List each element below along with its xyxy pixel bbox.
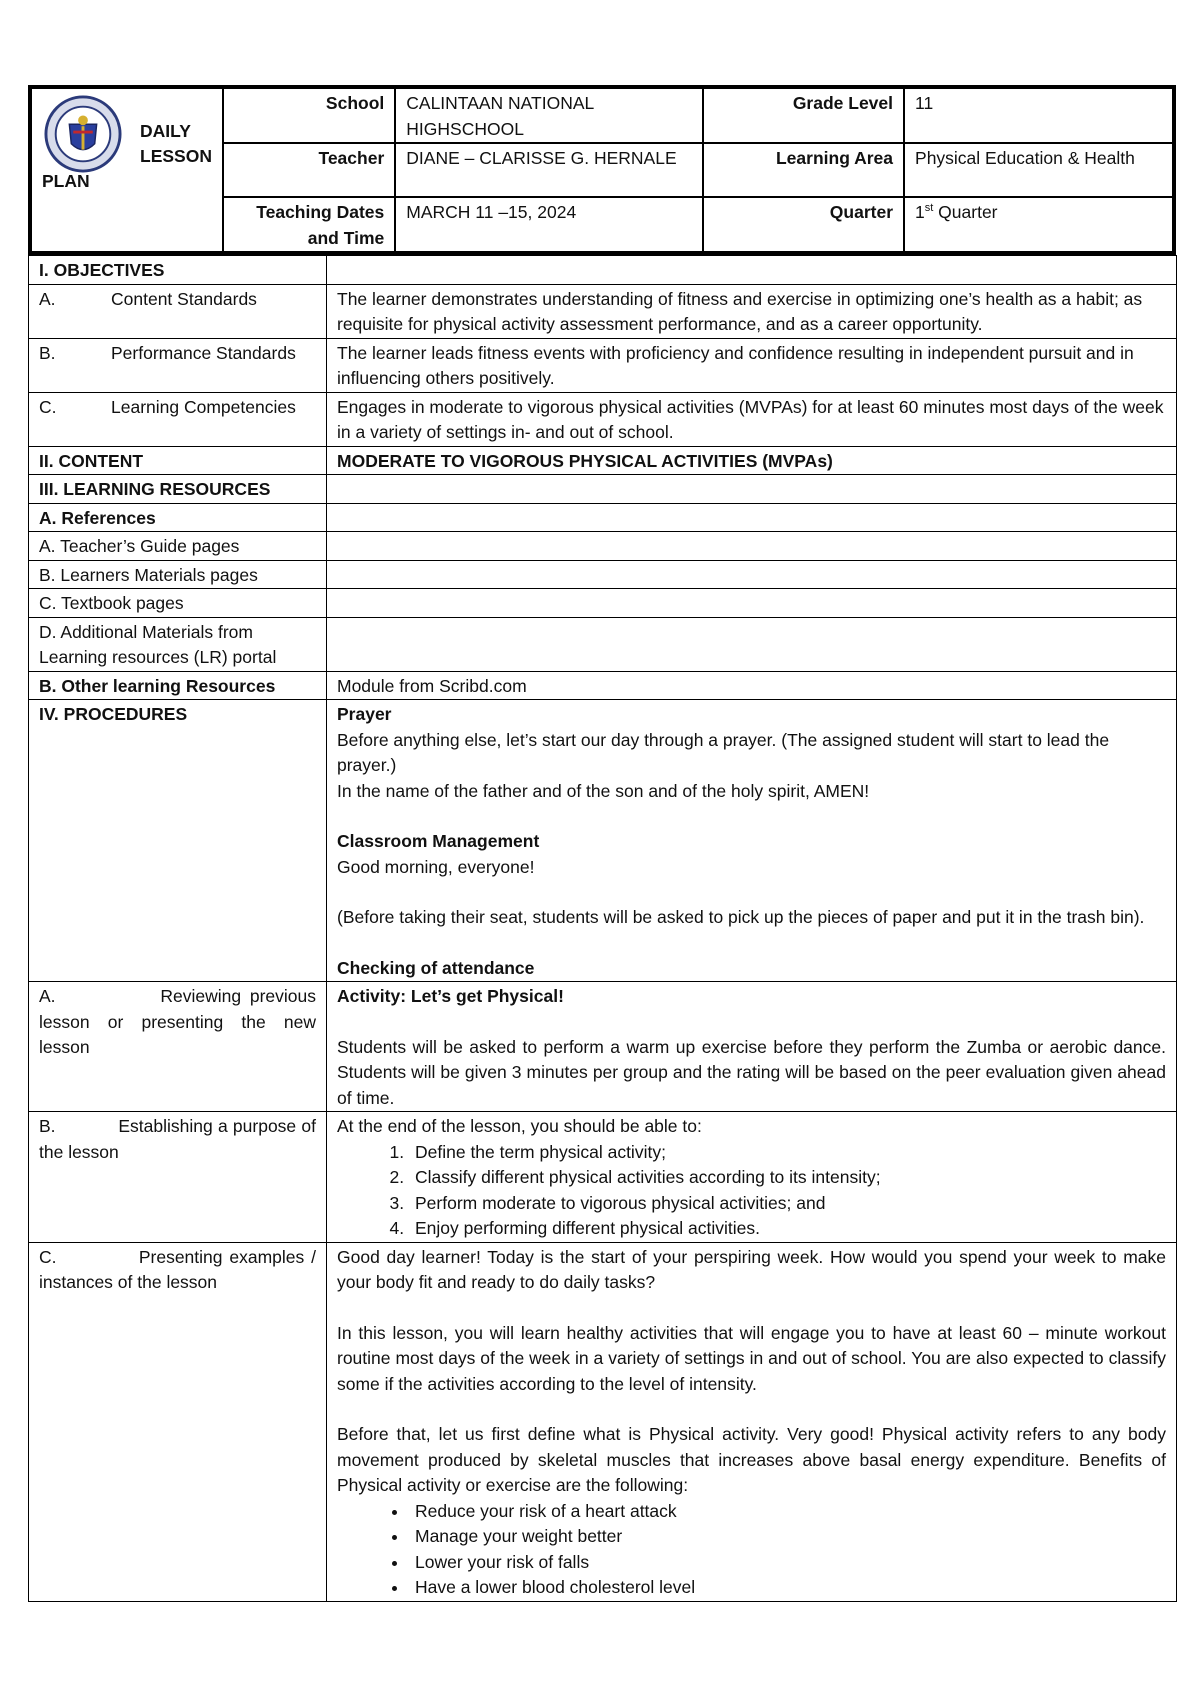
dlp-title-line1: DAILY bbox=[140, 121, 191, 141]
deped-seal-icon bbox=[44, 95, 122, 173]
spacer bbox=[337, 931, 1166, 956]
school-value: CALINTAAN NATIONAL HIGHSCHOOL bbox=[395, 87, 703, 143]
list-item: • Manage your weight better bbox=[409, 1524, 1166, 1550]
content-heading: II. CONTENT bbox=[29, 446, 327, 475]
other-resources-label: B. Other learning Resources bbox=[29, 671, 327, 700]
table-row bbox=[29, 284, 1177, 338]
activity-text: Students will be asked to perform a warm up exercise before they perform the Zumba or aerobic dance. Students will be given 3 minutes per group and the rating will be based on the peer evaluation given ahead of time. bbox=[337, 1036, 1166, 1108]
table-row bbox=[29, 700, 1177, 982]
lesson-body-table bbox=[28, 255, 1177, 1602]
table-row bbox=[29, 671, 1177, 700]
learning-competencies-label bbox=[29, 392, 327, 446]
examples-cell bbox=[327, 1242, 1177, 1601]
objectives-list bbox=[337, 1140, 1166, 1242]
reviewing-lesson-label: A. Reviewing previous lesson or presenting the new lesson bbox=[29, 982, 327, 1112]
label-text: Content Standards bbox=[111, 288, 257, 309]
purpose-intro: At the end of the lesson, you should be able to: bbox=[337, 1116, 702, 1136]
performance-standards-text: The learner leads fitness events with proficiency and confidence resulting in independent pursuit and in influencing others positively. bbox=[327, 338, 1177, 392]
classroom-greeting: Good morning, everyone! bbox=[337, 856, 535, 877]
teaching-dates-value: MARCH 11 –15, 2024 bbox=[395, 197, 703, 253]
prayer-line: In the name of the father and of the son and of the holy spirit, AMEN! bbox=[337, 780, 870, 801]
empty-cell bbox=[327, 503, 1177, 532]
list-item: 1. Define the term physical activity; bbox=[409, 1140, 1166, 1166]
quarter-label: Quarter bbox=[703, 197, 904, 253]
list-item: • Have a lower blood cholesterol level bbox=[409, 1575, 1166, 1601]
table-row bbox=[29, 392, 1177, 446]
resources-heading: III. LEARNING RESOURCES bbox=[29, 475, 327, 504]
quarter-suffix: st bbox=[924, 202, 934, 215]
learners-materials-label: B. Learners Materials pages bbox=[29, 560, 327, 589]
label-text: Performance Standards bbox=[111, 342, 296, 363]
objectives-heading: I. OBJECTIVES bbox=[29, 256, 327, 285]
list-item: 3. Perform moderate to vigorous physical activities; and bbox=[409, 1191, 1166, 1217]
references-label: A. References bbox=[29, 503, 327, 532]
content-standards-text: The learner demonstrates understanding of fitness and exercise in optimizing one’s health as a habit; as requisite for physical activity assessment performance, and as a career opportunity. bbox=[327, 284, 1177, 338]
spacer bbox=[337, 1296, 1166, 1321]
dlp-title-line3: PLAN bbox=[42, 171, 90, 191]
label-letter: A. bbox=[39, 288, 56, 309]
lr-portal-label: D. Additional Materials from Learning resources (LR) portal bbox=[29, 617, 327, 671]
teacher-value: DIANE – CLARISSE G. HERNALE bbox=[395, 143, 703, 197]
classroom-management-title: Classroom Management bbox=[337, 831, 540, 851]
quarter-number: 1 bbox=[915, 202, 925, 222]
quarter-value bbox=[904, 197, 1174, 253]
prayer-title: Prayer bbox=[337, 704, 392, 724]
table-row bbox=[29, 560, 1177, 589]
textbook-label: C. Textbook pages bbox=[29, 589, 327, 618]
empty-cell bbox=[327, 560, 1177, 589]
examples-label: C. Presenting examples / instances of the lesson bbox=[29, 1242, 327, 1601]
grade-level-value: 11 bbox=[904, 87, 1174, 143]
empty-cell bbox=[327, 589, 1177, 618]
prayer-text: Before anything else, let’s start our day through a prayer. (The assigned student will start to lead the prayer.) bbox=[337, 729, 1110, 775]
spacer bbox=[337, 804, 1166, 829]
teachers-guide-label: A. Teacher’s Guide pages bbox=[29, 532, 327, 561]
content-value: MODERATE TO VIGOROUS PHYSICAL ACTIVITIES (MVPAs) bbox=[327, 446, 1177, 475]
examples-paragraph-1: Good day learner! Today is the start of your perspiring week. How would you spend your week to make your body fit and ready to do daily tasks? bbox=[337, 1246, 1166, 1292]
table-row bbox=[29, 617, 1177, 671]
label-letter: B. bbox=[39, 342, 56, 363]
classroom-management-text: (Before taking their seat, students will be asked to pick up the pieces of paper and put it in the trash bin). bbox=[337, 907, 1145, 927]
empty-cell bbox=[327, 256, 1177, 285]
list-item: • Lower your risk of falls bbox=[409, 1550, 1166, 1576]
empty-cell bbox=[327, 475, 1177, 504]
table-row bbox=[29, 532, 1177, 561]
list-item: • Reduce your risk of a heart attack bbox=[409, 1499, 1166, 1525]
logo-title-cell bbox=[30, 87, 223, 253]
performance-standards-label bbox=[29, 338, 327, 392]
list-item: 2. Classify different physical activities according to its intensity; bbox=[409, 1165, 1166, 1191]
examples-paragraph-3: Before that, let us first define what is Physical activity. Very good! Physical activity refers to any body movement produced by skeletal muscles that increases above basal energy expenditure. Benefits of Physical activity or exercise are the following: bbox=[337, 1424, 1166, 1495]
list-item: 4. Enjoy performing different physical activities. bbox=[409, 1216, 1166, 1242]
table-row bbox=[29, 982, 1177, 1112]
benefits-list bbox=[337, 1499, 1166, 1601]
empty-cell bbox=[327, 532, 1177, 561]
reviewing-lesson-cell bbox=[327, 982, 1177, 1112]
lesson-plan-page bbox=[28, 85, 1176, 1602]
table-row bbox=[29, 475, 1177, 504]
learning-competencies-text: Engages in moderate to vigorous physical activities (MVPAs) for at least 60 minutes most days of the week in a variety of settings in- and out of school. bbox=[327, 392, 1177, 446]
table-row bbox=[29, 1112, 1177, 1243]
table-row bbox=[29, 1242, 1177, 1601]
procedures-intro-cell bbox=[327, 700, 1177, 982]
dlp-title-block bbox=[140, 119, 212, 169]
spacer bbox=[337, 1010, 1166, 1035]
label-letter: C. bbox=[39, 396, 57, 417]
table-row bbox=[29, 589, 1177, 618]
header-table bbox=[28, 85, 1176, 255]
learning-area-label: Learning Area bbox=[703, 143, 904, 197]
content-standards-label bbox=[29, 284, 327, 338]
empty-cell bbox=[327, 617, 1177, 671]
dlp-title-line2: LESSON bbox=[140, 146, 212, 166]
spacer bbox=[337, 1397, 1166, 1422]
table-row bbox=[29, 503, 1177, 532]
table-row bbox=[29, 338, 1177, 392]
teacher-label: Teacher bbox=[223, 143, 396, 197]
attendance-title: Checking of attendance bbox=[337, 957, 535, 978]
school-label: School bbox=[223, 87, 396, 143]
quarter-word: Quarter bbox=[933, 202, 998, 222]
label-text: Learning Competencies bbox=[111, 396, 296, 417]
purpose-label: B. Establishing a purpose of the lesson bbox=[29, 1112, 327, 1243]
other-resources-value: Module from Scribd.com bbox=[327, 671, 1177, 700]
table-row bbox=[29, 256, 1177, 285]
table-row bbox=[29, 446, 1177, 475]
procedures-heading: IV. PROCEDURES bbox=[29, 700, 327, 982]
grade-level-label: Grade Level bbox=[703, 87, 904, 143]
teaching-dates-label: Teaching Dates and Time bbox=[223, 197, 396, 253]
spacer bbox=[337, 880, 1166, 905]
learning-area-value: Physical Education & Health bbox=[904, 143, 1174, 197]
purpose-cell bbox=[327, 1112, 1177, 1243]
examples-paragraph-2: In this lesson, you will learn healthy activities that will engage you to have at least 60 – minute workout routine most days of the week in a variety of settings in and out of school. You are also expected to classify some if the activities according to the level of intensity. bbox=[337, 1322, 1166, 1394]
activity-title: Activity: Let’s get Physical! bbox=[337, 986, 564, 1006]
